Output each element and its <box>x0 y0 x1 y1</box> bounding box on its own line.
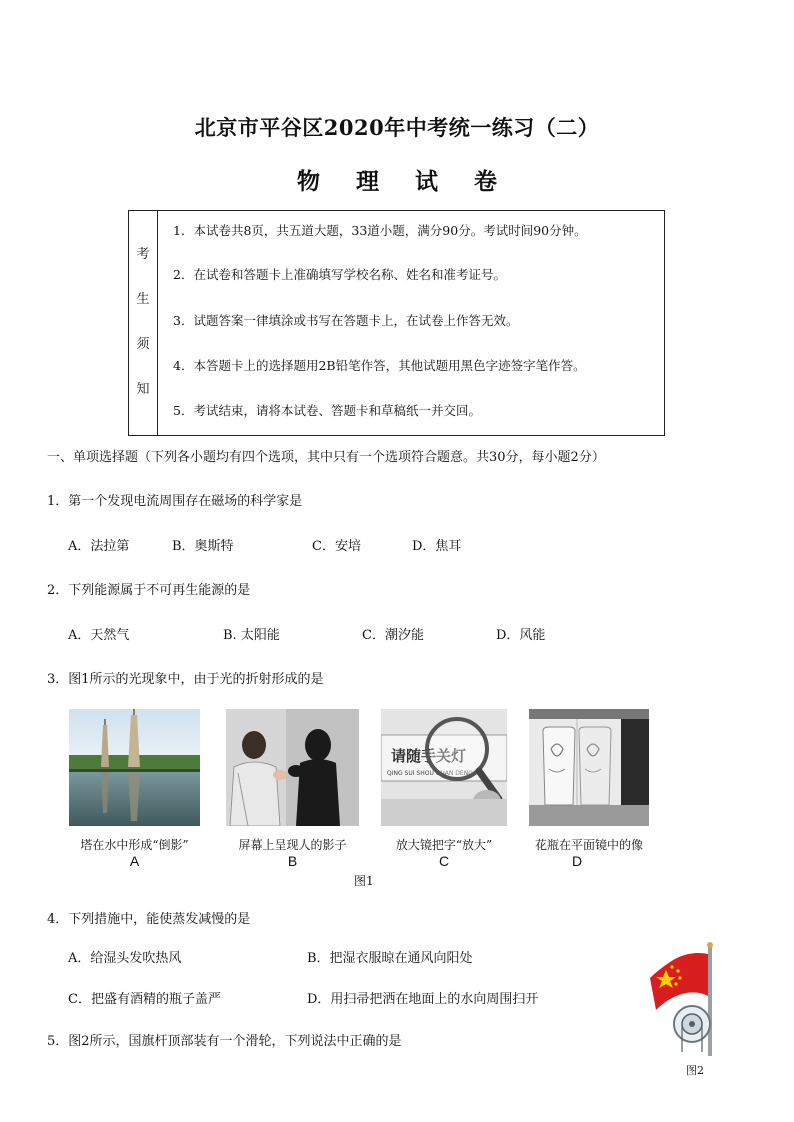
q1-option-b: B．奥斯特 <box>172 539 234 554</box>
notice-item: 2．在试卷和答题卡上准确填写学校名称、姓名和准考证号。 <box>173 267 506 282</box>
figure-caption-d: 花瓶在平面镜中的像 <box>534 838 643 852</box>
notice-item: 1．本试卷共8页，共五道大题，33道小题，满分90分。考试时间90分钟。 <box>173 223 587 238</box>
question-3-stem: 3．图1所示的光现象中，由于光的折射形成的是 <box>47 672 324 687</box>
notice-label-char: 生 <box>136 292 150 307</box>
q1-option-c: C．安培 <box>312 539 361 554</box>
figure-letter-c: C <box>438 853 450 869</box>
figure-caption-c: 放大镜把字“放大” <box>395 838 493 852</box>
q4-option-b: B．把湿衣服晾在通风向阳处 <box>307 951 473 966</box>
figure-letter-d: D <box>571 853 583 869</box>
photo-vase-mirror <box>529 709 649 826</box>
q2-option-d: D．风能 <box>496 628 546 643</box>
section-heading: 一、单项选择题（下列各小题均有四个选项，其中只有一个选项符合题意。共30分，每小题2分） <box>47 450 605 465</box>
notice-label-column <box>129 211 158 435</box>
figure-1-label: 图1 <box>354 874 374 888</box>
figure-2-label: 图2 <box>686 1064 704 1077</box>
question-2-stem: 2．下列能源属于不可再生能源的是 <box>47 583 251 598</box>
q1-option-a: A．法拉第 <box>68 539 130 554</box>
q4-option-c: C．把盛有酒精的瓶子盖严 <box>68 992 221 1007</box>
notice-label-char: 知 <box>136 382 150 397</box>
figure-caption-b: 屏幕上呈现人的影子 <box>238 838 347 852</box>
question-5-stem: 5．图2所示，国旗杆顶部装有一个滑轮，下列说法中正确的是 <box>47 1034 402 1049</box>
photo-pagoda-reflection <box>69 709 200 826</box>
photo-magnifier-sign <box>381 709 507 826</box>
q2-option-a: A．天然气 <box>68 628 130 643</box>
figure-letter-a: A <box>129 853 140 869</box>
figure-caption-a: 塔在水中形成“倒影” <box>80 838 189 852</box>
page-subtitle: 物 理 试 卷 <box>296 168 512 195</box>
sign-text: 请随手关灯 <box>391 747 467 765</box>
q2-option-b: B. 太阳能 <box>223 628 280 643</box>
sign-pinyin: QING SUI SHOU GUAN DENG <box>387 770 473 777</box>
notice-item: 3．试题答案一律填涂或书写在答题卡上，在试卷上作答无效。 <box>173 313 519 328</box>
q4-option-a: A．给湿头发吹热风 <box>68 951 182 966</box>
notice-label-char: 考 <box>136 247 150 262</box>
flagpole-pulley-figure <box>648 940 724 1058</box>
q4-option-d: D．用扫帚把洒在地面上的水向周围扫开 <box>307 992 539 1007</box>
notice-item: 4．本答题卡上的选择题用2B铅笔作答，其他试题用黑色字迹签字笔作答。 <box>173 358 586 373</box>
q1-option-d: D．焦耳 <box>412 539 462 554</box>
flag-icon <box>650 953 708 1010</box>
page-title: 北京市平谷区2020年中考统一练习（二） <box>194 115 600 140</box>
figure-letter-b: B <box>287 853 298 869</box>
notice-item: 5．考试结束，请将本试卷、答题卡和草稿纸一并交回。 <box>173 403 481 418</box>
q2-option-c: C．潮汐能 <box>362 628 424 643</box>
exam-notice-box <box>128 210 665 436</box>
question-4-stem: 4．下列措施中，能使蒸发减慢的是 <box>47 912 251 927</box>
notice-label-char: 须 <box>136 337 150 352</box>
question-1-stem: 1．第一个发现电流周围存在磁场的科学家是 <box>47 494 303 509</box>
photo-shadow-on-screen <box>226 709 359 826</box>
